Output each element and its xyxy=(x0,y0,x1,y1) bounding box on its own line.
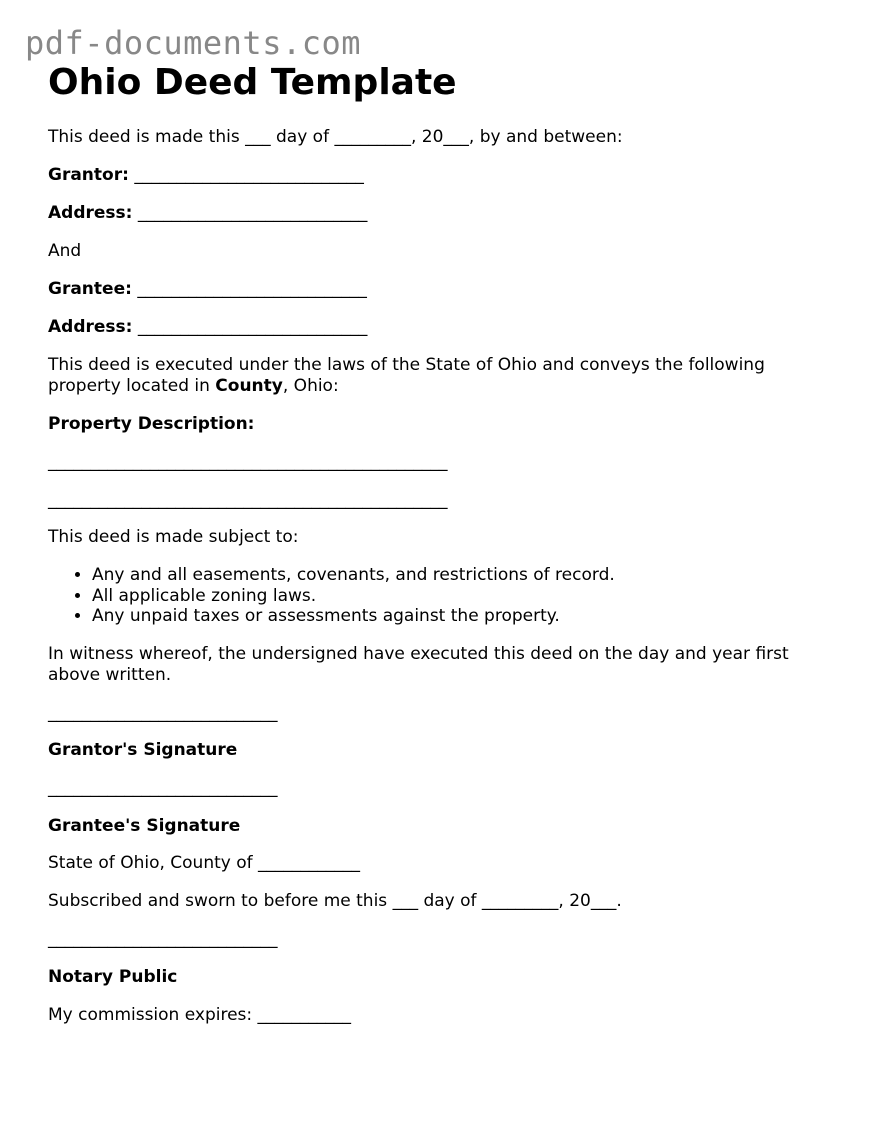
property-description-line-1: _______________________________________________ xyxy=(48,452,448,472)
executed-text-after: , Ohio: xyxy=(282,376,339,396)
executed-paragraph xyxy=(48,355,818,397)
executed-text-before: This deed is executed under the laws of the State of Ohio and conveys the following property located in xyxy=(48,355,765,396)
grantor-label: Grantor: xyxy=(48,165,129,185)
property-description-label: Property Description: xyxy=(48,414,255,434)
grantor-line xyxy=(48,165,364,186)
list-item: • All applicable zoning laws. xyxy=(92,586,615,607)
intro-line: This deed is made this ___ day of _________, 20___, by and between: xyxy=(48,127,623,147)
grantor-address-label: Address: xyxy=(48,203,133,223)
page-title: Ohio Deed Template xyxy=(48,62,457,103)
state-county-line: State of Ohio, County of ____________ xyxy=(48,853,361,873)
subject-to-list xyxy=(48,565,615,627)
grantee-line xyxy=(48,279,367,300)
watermark-text: pdf-documents.com xyxy=(25,24,362,62)
and-text: And xyxy=(48,241,82,261)
grantee-address-label: Address: xyxy=(48,317,133,337)
notary-public-label: Notary Public xyxy=(48,967,178,987)
grantor-address-blank: ___________________________ xyxy=(137,203,368,223)
subscribed-line: Subscribed and sworn to before me this ___ day of _________, 20___. xyxy=(48,891,622,911)
grantee-label: Grantee: xyxy=(48,279,132,299)
grantee-signature-line: ___________________________ xyxy=(48,778,278,798)
notary-signature-line: ___________________________ xyxy=(48,929,278,949)
grantee-signature-label: Grantee's Signature xyxy=(48,816,241,836)
grantor-blank: ___________________________ xyxy=(134,165,364,185)
grantor-signature-label: Grantor's Signature xyxy=(48,740,238,760)
grantee-blank: ___________________________ xyxy=(137,279,367,299)
grantee-address-line xyxy=(48,317,367,338)
commission-expires-line: My commission expires: ___________ xyxy=(48,1005,352,1025)
property-description-line-2: _______________________________________________ xyxy=(48,490,448,510)
grantor-address-line xyxy=(48,203,367,224)
executed-county: County xyxy=(215,376,283,396)
list-item: • Any unpaid taxes or assessments against the property. xyxy=(92,606,615,627)
subject-to-intro: This deed is made subject to: xyxy=(48,527,299,547)
grantee-address-blank: ___________________________ xyxy=(137,317,368,337)
list-item: • Any and all easements, covenants, and restrictions of record. xyxy=(92,565,615,586)
witness-paragraph: In witness whereof, the undersigned have executed this deed on the day and year first above written. xyxy=(48,644,789,685)
grantor-signature-line: ___________________________ xyxy=(48,703,278,723)
